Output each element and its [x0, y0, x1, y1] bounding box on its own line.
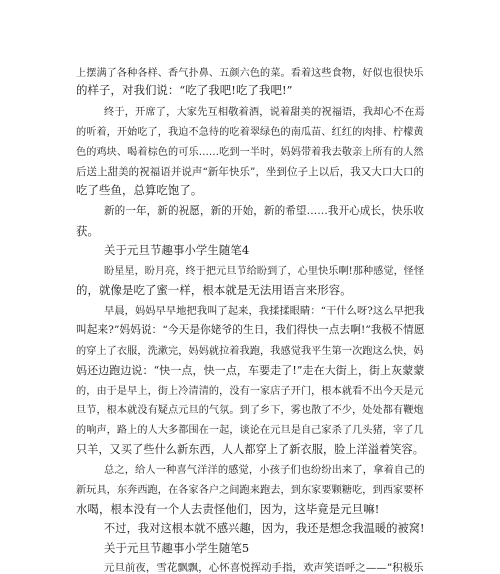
text-line: 新玩具，东奔西跑，在各家各户之间跑来跑去，到东家要颗糖吃，到西家要杯 — [76, 485, 424, 496]
text-line: 的响声，路上的人大多都围在一起，谈论在元旦是自己家杀了几头猪，宰了几 — [76, 425, 424, 436]
text-line: 叫起来?”妈妈说：“今天是你姥爷的生日，我们得快一点去啊!”我极不情愿 — [76, 323, 425, 336]
text-line: 吃了些鱼，总算吃饱了。 — [76, 183, 203, 197]
text-line: 只羊，又买了些什么新东西，人人都穿上了新衣服，脸上洋溢着笑容。 — [76, 443, 424, 456]
text-line: 色的鸡块、喝着棕色的可乐……吃到一半时，妈妈带着我去敬亲上所有的人然 — [76, 147, 424, 158]
text-line: 元旦前夜，雪花飘飘，心怀喜悦挥动手指，欢声笑语呼之——”积极乐 — [104, 562, 424, 574]
section-heading: 关于元旦节趣事小学生随笔5 — [104, 541, 250, 555]
text-line: 总之，给人一种喜气洋洋的感觉，小孩子们也纷纷出来了，拿着自己的 — [104, 464, 425, 476]
section-heading: 关于元旦节趣事小学生随笔4 — [104, 243, 250, 257]
text-line: 水喝，根本没有一个人去责怪他们，因为，这毕竟是元旦嘛! — [76, 502, 380, 516]
text-line: 的，由于是早上，街上冷清清的，没有一家店子开门，根本就看不出今天是元 — [76, 386, 424, 397]
text-line: 后送上甜美的祝福语并说声“新年快乐”，坐到位子上以后，我又大口大口的 — [76, 166, 425, 178]
text-line: 不过，我对这根本就不感兴趣，因为，我还是想念我温暖的被窝! — [104, 522, 425, 535]
text-line: 盼星星，盼月亮，终于把元旦节给盼到了，心里快乐啊!那种感觉，怪怪 — [104, 266, 425, 277]
text-line: 旦节，根本就没有疑点元旦的气氛。到了乡下，雾也散了不少，处处都有鞭炮 — [76, 405, 424, 416]
text-line: 新的一年，新的祝愿，新的开始，新的希望……我开心成长，快乐收 — [104, 205, 424, 217]
text-line: 的穿上了衣服，洗漱完，妈妈就拉着我跑，我感觉我平生第一次跑这么快，妈 — [76, 346, 424, 357]
text-line: 早晨，妈妈早早地把我叫了起来，我揉揉眼睛：“干什么呀?这么早把我 — [104, 306, 425, 317]
text-line: 的样子，对我们说：“吃了我吧!吃了我吧!” — [76, 83, 293, 97]
text-line: 妈还边跑边说：“快一点，快一点，车要走了!”走在大街上，街上灰蒙蒙 — [76, 364, 425, 377]
text-line: 获。 — [76, 224, 99, 238]
text-line: 上摆满了各种各样、香气扑鼻、五颜六色的菜。看着这些食物，好似也很快乐 — [76, 68, 424, 79]
text-line: 的，就像是吃了蜜一样，根本就是无法用语言来形容。 — [76, 283, 352, 297]
text-line: 终于，开席了，大家先互相敬着酒，说着甜美的祝福语，我却心不在焉 — [104, 106, 425, 118]
text-line: 的听着，开始吃了，我迫不急待的吃着翠绿色的南瓜苗、红红的肉排、柠檬黄 — [76, 127, 424, 138]
